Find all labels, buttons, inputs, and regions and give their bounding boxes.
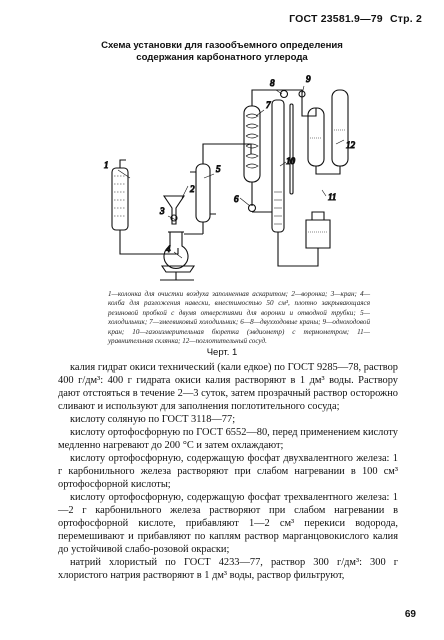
figure-caption: 1—колонка для очистки воздуха заполненная аскаритом; 2—воронка; 3—кран; 4—колба для разложения навески, вместимостью 50 см³, плотно закрывающаяся резиновой пробкой с двумя отверстиями для воронки и отводной трубки; 5—холодильник; 7—змеевиковый холодильник; 6—8—двухходовые краны; 9—одноходовой кран; 10—газоизмерительная бюретка (эвдиометр) с термометром; 11—уравнительная склянка; 12—поглотительный сосуд. [108, 290, 370, 346]
gas-burette [272, 100, 318, 266]
label-3: 3 [160, 206, 165, 216]
funnel [164, 196, 184, 224]
label-12: 12 [346, 140, 355, 150]
paragraph: калия гидрат окиси технический (кали едкое) по ГОСТ 9285—78, раствор 400 г/дм³: 400 г гидрата окиси калия растворяют в 1 дм³ воды. Раствору дают отстояться в течение 2—3 суток, затем прозрачный раствор осторожно сливают и используют для заполнения поглотительного сосуда; [58, 362, 398, 412]
label-7: 7 [266, 100, 271, 110]
label-8: 8 [270, 78, 275, 88]
label-5: 5 [216, 164, 221, 174]
paragraph: кислоту ортофосфорную по ГОСТ 6552—80, перед применением кислоту медленно нагревают до 200 °С и затем охлаждают; [58, 427, 398, 451]
decomposition-flask [160, 232, 194, 280]
absorption-vessel [302, 90, 348, 174]
figure-title-line-2: содержания карбонатного углерода [136, 52, 308, 63]
paragraph: натрий хлористый по ГОСТ 4233—77, раствор 300 г/дм³: 300 г хлористого натрия растворяют в 1 дм³ воды, раствор фильтруют, [58, 557, 398, 581]
stopcocks [249, 91, 306, 212]
paragraph: кислоту ортофосфорную, содержащую фосфат трехвалентного железа: 1—2 г карбонильного железа растворяют при слабом нагревании в ортофосфорной кислоте, прибавляют 1—2 см³ перекиси водорода, перемешивают и прибавляют по каплям раствор марганцовокислого калия до устойчивой слабо-розовой окраски; [58, 492, 398, 555]
figure-label: Черт. 1 [206, 347, 238, 358]
body-text [58, 361, 398, 582]
paragraph: кислоту соляную по ГОСТ 3118—77; [70, 414, 236, 425]
label-9: 9 [306, 74, 311, 84]
page-number: 69 [404, 609, 416, 620]
label-6: 6 [234, 194, 239, 204]
label-1: 1 [104, 160, 109, 170]
label-10: 10 [286, 156, 295, 166]
leveling-bottle [306, 212, 330, 248]
label-2: 2 [190, 184, 195, 194]
page-header [285, 13, 422, 25]
standard-number: ГОСТ 23581.9—79 [289, 13, 383, 25]
label-4: 4 [166, 244, 171, 254]
paragraph: кислоту ортофосфорную, содержащую фосфат двухвалентного железа: 1 г карбонильного железа растворяют при слабом нагревании в 100 см³ ортофосфорной кислоты; [58, 453, 398, 490]
ascarite-column [112, 160, 128, 240]
figure-title-line-1: Схема установки для газообъемного определения [101, 40, 343, 51]
reflux-condenser [184, 152, 216, 234]
apparatus-diagram [90, 68, 360, 286]
page-indicator: Стр. 2 [389, 13, 422, 25]
label-11: 11 [328, 192, 337, 202]
figure-title [0, 40, 444, 64]
